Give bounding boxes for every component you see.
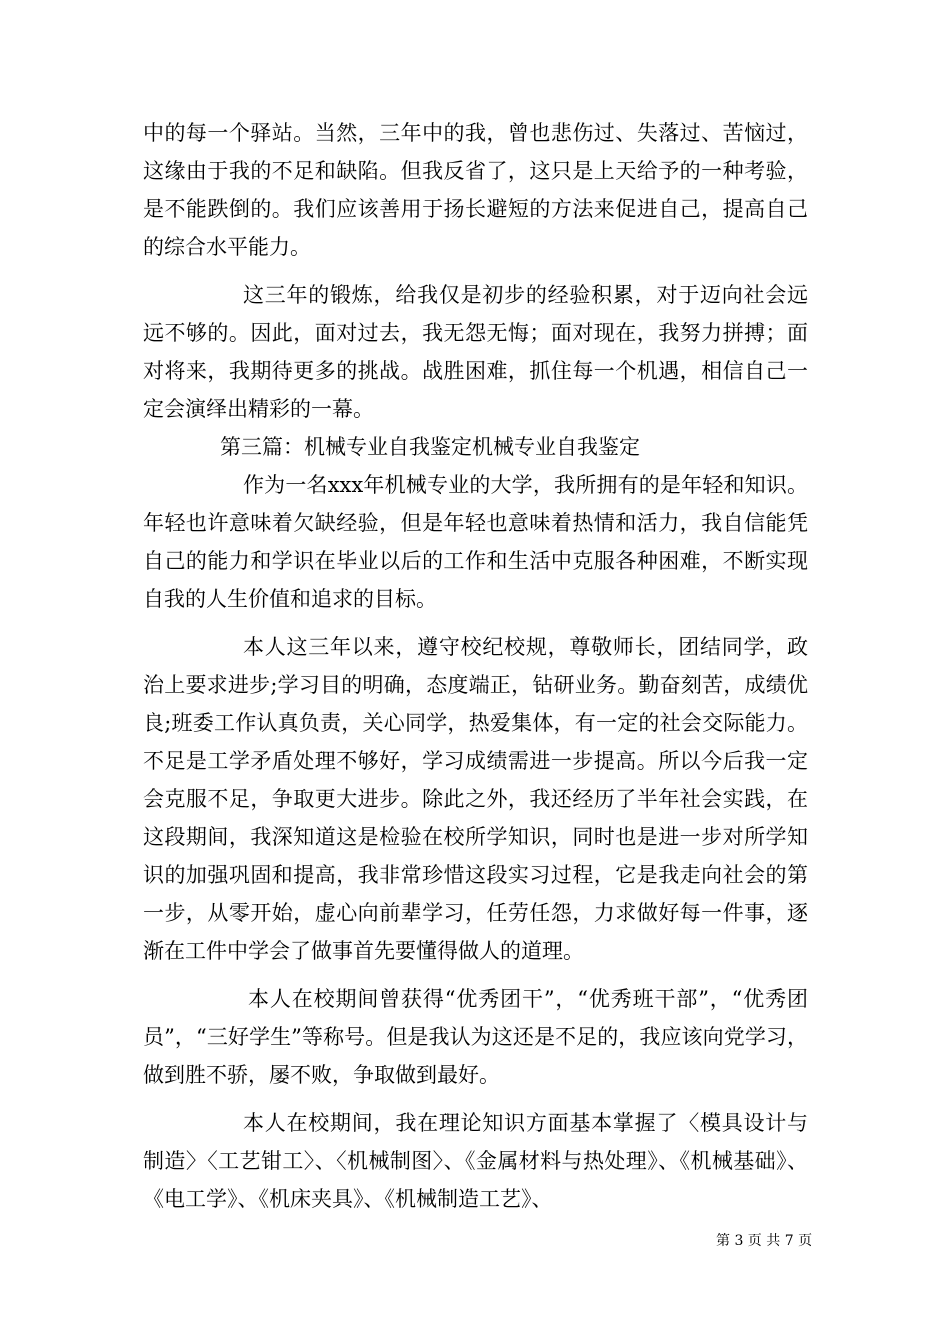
paragraph-school-record: 本人这三年以来，遵守校纪校规，尊敬师长，团结同学，政治上要求进步;学习目的明确，态度端正，钻研业务。勤奋刻苦，成绩优良;班委工作认真负责，关心同学，热爱集体，有一定的社会交际能力。不足是工学矛盾处理不够好，学习成绩需进一步提高。所以今后我一定会克服不足，争取更大进步。除此之外，我还经历了半年社会实践，在这段期间，我深知道这是检验在校所学知识，同时也是进一步对所学知识的加强巩固和提高，我非常珍惜这段实习过程，它是我走向社会的第一步，从零开始，虚心向前辈学习，任劳任怨，力求做好每一件事，逐渐在工件中学会了做事首先要懂得做人的道理。 bbox=[143, 635, 808, 963]
paragraph-continuation: 中的每一个驿站。当然，三年中的我，曾也悲伤过、失落过、苦恼过，这缘由于我的不足和缺陷。但我反省了，这只是上天给予的一种考验，是不能跌倒的。我们应该善用于扬长避短的方法来促进自己，提高自己的综合水平能力。 bbox=[143, 121, 808, 259]
paragraph-honors: 本人在校期间曾获得“优秀团干”，“优秀班干部”，“优秀团员”，“三好学生”等称号。但是我认为这还是不足的，我应该向党学习，做到胜不骄，屡不败，争取做到最好。 bbox=[143, 987, 808, 1087]
page-number: 第 3 页 共 7 页 bbox=[716, 1233, 813, 1249]
paragraph-three-years: 这三年的锻炼，给我仅是初步的经验积累，对于迈向社会远远不够的。因此，面对过去，我无怨无悔；面对现在，我努力拼搏；面对将来，我期待更多的挑战。战胜困难，抓住每一个机遇，相信自己一定会演绎出精彩的一幕。 bbox=[143, 283, 808, 421]
paragraph-courses: 本人在校期间，我在理论知识方面基本掌握了〈模具设计与制造〉〈工艺钳工〉、〈机械制图〉、《金属材料与热处理》、《机械基础》、《电工学》、《机床夹具》、《机械制造工艺》、 bbox=[143, 1111, 808, 1211]
paragraph-introduction: 作为一名xxx年机械专业的大学，我所拥有的是年轻和知识。年轻也许意味着欠缺经验，但是年轻也意味着热情和活力，我自信能凭自己的能力和学识在毕业以后的工作和生活中克服各种困难，不断实现自我的人生价值和追求的目标。 bbox=[143, 473, 808, 611]
document-body bbox=[143, 114, 808, 1218]
section-heading: 第三篇：机械专业自我鉴定机械专业自我鉴定 bbox=[220, 435, 640, 459]
